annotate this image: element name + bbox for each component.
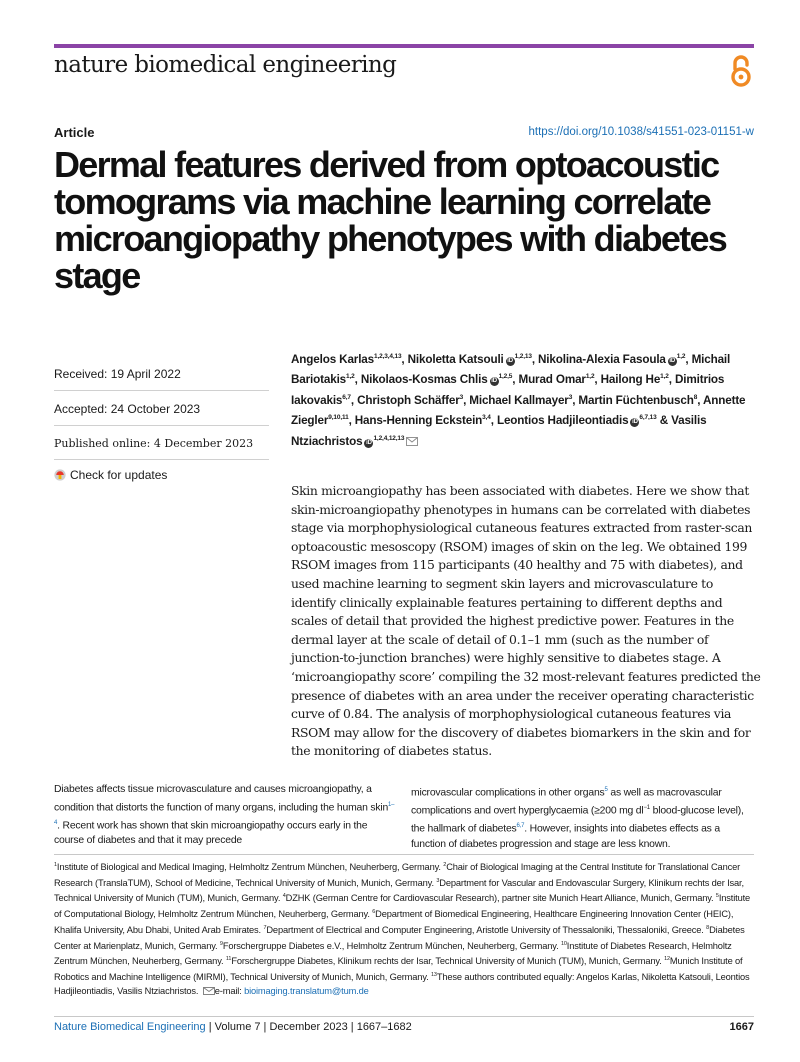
author-separator: , bbox=[697, 393, 703, 407]
check-for-updates-button[interactable] bbox=[54, 466, 269, 482]
author-affiliation-numbers: 3 bbox=[459, 393, 464, 401]
unit-superscript: −1 bbox=[643, 805, 650, 812]
author-name: Michail Bariotakis bbox=[291, 352, 731, 387]
author-affiliation-numbers: 6,7,13 bbox=[639, 414, 657, 422]
author-separator: , bbox=[401, 352, 408, 366]
orcid-icon[interactable]: iD bbox=[366, 439, 372, 446]
affiliation-text: DZHK (German Centre for Cardiovascular Research), partner site Munich Heart Alliance, Munich, Germany. bbox=[285, 893, 716, 904]
footer-journal-name[interactable]: Nature Biomedical Engineering bbox=[54, 1021, 206, 1033]
intro-text: as well as macrovascular complications and overt hyperglycaemia (≥200 mg dl bbox=[411, 787, 722, 817]
affiliation-text: Munich Institute of Robotics and Machine Intelligence (MIRMI), Technical University of Munich, Munich, Germany. bbox=[54, 956, 743, 982]
author-name: Hans-Henning Eckstein bbox=[354, 414, 483, 428]
footer-divider bbox=[54, 1016, 754, 1017]
author-affiliation-numbers: 1,2 bbox=[660, 373, 669, 381]
author-name: Murad Omar bbox=[518, 373, 586, 387]
published-date: Published online: 4 December 2023 bbox=[54, 432, 269, 460]
author-affiliation-numbers: 8 bbox=[693, 393, 698, 401]
author-name: Michael Kallmayer bbox=[469, 393, 569, 407]
intro-text: blood-glucose level), the hallmark of diabetes bbox=[411, 805, 744, 835]
affiliation-number: 6 bbox=[372, 909, 376, 916]
open-access-lock-icon bbox=[728, 54, 754, 88]
article-title: Dermal features derived from optoacoustic tomograms via machine learning correlate microangiopathy phenotypes with diabetes stage bbox=[54, 144, 727, 296]
affiliation-number: 1 bbox=[54, 862, 57, 868]
author-separator: , bbox=[490, 414, 497, 428]
affiliation-text: Diabetes Center at Marienplatz, Munich, Germany. bbox=[54, 924, 745, 951]
author-name: Hailong He bbox=[600, 373, 661, 387]
affiliation-number: 11 bbox=[225, 956, 232, 963]
accepted-date: Accepted: 24 October 2023 bbox=[54, 397, 269, 426]
intro-column-2 bbox=[411, 783, 756, 852]
footer-details: | Volume 7 | December 2023 | 1667–1682 bbox=[205, 1021, 412, 1033]
author-name: Dimitrios Iakovakis bbox=[291, 373, 725, 407]
affiliation-text: Forschergruppe Diabetes e.V., Helmholtz Zentrum München, Neuherberg, Germany. bbox=[222, 940, 561, 951]
intro-text: microvascular complications in other organs bbox=[411, 787, 605, 799]
abstract: Skin microangiopathy has been associated with diabetes. Here we show that skin-microangiopathy phenotypes in humans can be correlated with diabetes stage via morphophysiological cutaneous features extracted from raster-scan optoacoustic mesoscopy (RSOM) images of skin on the leg. We obtained 199 RSOM images from 115 participants (40 healthy and 75 with diabetes), and used machine learning to segment skin layers and microvasculature to identify clinically explainable features pertaining to different depths and scales of detail that provided the highest predictive power. Features in the dermal layer at the scale of detail of 0.1–1 mm (such as the number of junction-to-junction branches) were highly sensitive to diabetes stage. A ‘microangiopathy score’ compiling the 32 most-relevant features predicted the presence of diabetes with an area under the receiver operating characteristic curve of 0.84. The analysis of morphophysiological cutaneous features via RSOM may allow for the discovery of diabetes biomarkers in the skin and for the monitoring of diabetes status. bbox=[291, 483, 761, 759]
journal-accent-bar bbox=[54, 44, 754, 48]
affiliation-number: 7 bbox=[263, 924, 267, 931]
author-separator: & bbox=[656, 414, 672, 428]
corresponding-author-email-icon[interactable] bbox=[406, 437, 418, 446]
check-updates-icon bbox=[54, 469, 66, 481]
author-affiliation-numbers: 1,2 bbox=[346, 373, 355, 381]
author-affiliation-numbers: 1,2,3,4,13 bbox=[374, 353, 402, 360]
affiliation-number: 5 bbox=[715, 893, 719, 900]
affiliation-number: 8 bbox=[706, 924, 710, 931]
affiliation-text: Institute of Diabetes Research, Helmholtz Zentrum München, Neuherberg, Germany. bbox=[54, 940, 732, 967]
author-affiliation-numbers: 1,2,4,12,13 bbox=[373, 434, 405, 442]
orcid-icon[interactable]: iD bbox=[632, 419, 638, 426]
footer-citation bbox=[54, 1021, 412, 1033]
author-separator: , bbox=[512, 373, 519, 387]
orcid-icon[interactable]: iD bbox=[669, 357, 676, 364]
affiliations-divider bbox=[54, 854, 754, 855]
affiliation-number: 9 bbox=[219, 940, 223, 947]
author-separator: , bbox=[572, 393, 579, 407]
author-affiliation-numbers: 3,4 bbox=[482, 414, 491, 422]
author-separator: , bbox=[463, 393, 470, 407]
intro-text: . However, insights into diabetes effects as a function of diabetes progression and stage are less known. bbox=[411, 823, 720, 850]
author-name: Vasilis Ntziachristos bbox=[291, 414, 707, 448]
email-icon bbox=[203, 987, 215, 995]
author-name: Angelos Karlas bbox=[291, 352, 374, 366]
author-affiliation-numbers: 9,10,11 bbox=[328, 414, 349, 422]
author-affiliation-numbers: 3 bbox=[568, 393, 573, 401]
received-date: Received: 19 April 2022 bbox=[54, 362, 269, 391]
page-number: 1667 bbox=[729, 1021, 754, 1033]
affiliation-text: Institute of Biological and Medical Imaging, Helmholtz Zentrum München, Neuherberg, Germany. bbox=[56, 862, 444, 873]
affiliation-number: 2 bbox=[443, 862, 447, 868]
affiliation-number: 12 bbox=[664, 956, 670, 963]
publication-dates bbox=[54, 362, 269, 482]
intro-column-1 bbox=[54, 783, 396, 849]
check-updates-label: Check for updates bbox=[70, 468, 168, 482]
author-separator: , bbox=[348, 414, 355, 428]
author-separator: , bbox=[668, 373, 675, 387]
author-name: Christoph Schäffer bbox=[357, 393, 460, 407]
affiliation-text: Department for Vascular and Endovascular Surgery, Klinikum rechts der Isar, Technical University of Munich (TUM), Munich, Germany. bbox=[54, 877, 744, 904]
author-separator: , bbox=[685, 352, 692, 366]
email-link[interactable]: bioimaging.translatum@tum.de bbox=[244, 985, 369, 996]
author-affiliation-numbers: 6,7 bbox=[342, 393, 351, 401]
affiliation-text: Chair of Biological Imaging at the Central Institute for Translational Cancer Research (TranslaTUM), School of Medicine, Technical University of Munich, Munich, Germany. bbox=[54, 862, 741, 888]
affiliation-text: Forschergruppe Diabetes, Klinikum rechts der Isar, Technical University of Munich (TUM), Munich, Germany. bbox=[231, 956, 665, 967]
affiliation-number: 4 bbox=[282, 893, 286, 900]
doi-link[interactable]: https://doi.org/10.1038/s41551-023-01151-w bbox=[528, 126, 754, 138]
author-separator: , bbox=[594, 373, 601, 387]
citation-link[interactable]: 1–4 bbox=[54, 801, 395, 826]
citation-link[interactable]: 5 bbox=[604, 787, 608, 793]
affiliation-number: 13 bbox=[431, 971, 437, 978]
author-name: Nikolaos-Kosmas Chlis bbox=[360, 373, 488, 387]
email-label: e-mail: bbox=[214, 985, 245, 996]
citation-link[interactable]: 6,7 bbox=[516, 823, 525, 830]
affiliation-text: Department of Biomedical Engineering, Healthcare Engineering Innovation Center (HEIC), Khalifa University, Abu Dhabi, United Arab Emirates. bbox=[54, 909, 734, 935]
author-list bbox=[291, 348, 761, 450]
orcid-icon[interactable]: iD bbox=[491, 378, 497, 385]
journal-name: nature biomedical engineering bbox=[54, 52, 397, 78]
author-name: Nikolina-Alexia Fasoula bbox=[538, 352, 666, 366]
author-name: Annette Ziegler bbox=[291, 393, 746, 428]
author-name: Nikoletta Katsouli bbox=[407, 352, 504, 366]
author-affiliation-numbers: 1,2 bbox=[585, 373, 595, 381]
author-affiliation-numbers: 1,2,13 bbox=[514, 353, 532, 360]
affiliations bbox=[54, 859, 759, 998]
author-affiliation-numbers: 1,2 bbox=[676, 353, 686, 360]
affiliation-text: Department of Electrical and Computer Engineering, Aristotle University of Thessaloniki, Thessaloniki, Greece. bbox=[266, 924, 707, 935]
orcid-icon[interactable]: iD bbox=[507, 357, 513, 364]
author-name: Martin Füchtenbusch bbox=[578, 393, 694, 407]
intro-text: Diabetes affects tissue microvasculature and causes microangiopathy, a condition that distorts the function of many organs, including the human skin bbox=[54, 784, 389, 814]
affiliation-text: These authors contributed equally: Angelos Karlas, Nikoletta Katsouli, Leontios Hadjileontiadis, Vasilis Ntziachristos. bbox=[54, 971, 750, 996]
author-name: Leontios Hadjileontiadis bbox=[496, 414, 629, 428]
intro-text: . Recent work has shown that skin microangiopathy occurs early in the course of diabetes and that it may precede bbox=[54, 820, 368, 847]
author-affiliation-numbers: 1,2,5 bbox=[498, 373, 513, 381]
author-separator: , bbox=[350, 393, 358, 407]
affiliation-text: Institute of Computational Biology, Helmholtz Zentrum München, Neuherberg, Germany. bbox=[54, 893, 751, 920]
author-separator: , bbox=[531, 352, 539, 366]
affiliation-number: 3 bbox=[436, 877, 440, 884]
article-type-label: Article bbox=[54, 125, 95, 140]
affiliation-number: 10 bbox=[560, 940, 567, 947]
author-separator: , bbox=[354, 373, 361, 387]
